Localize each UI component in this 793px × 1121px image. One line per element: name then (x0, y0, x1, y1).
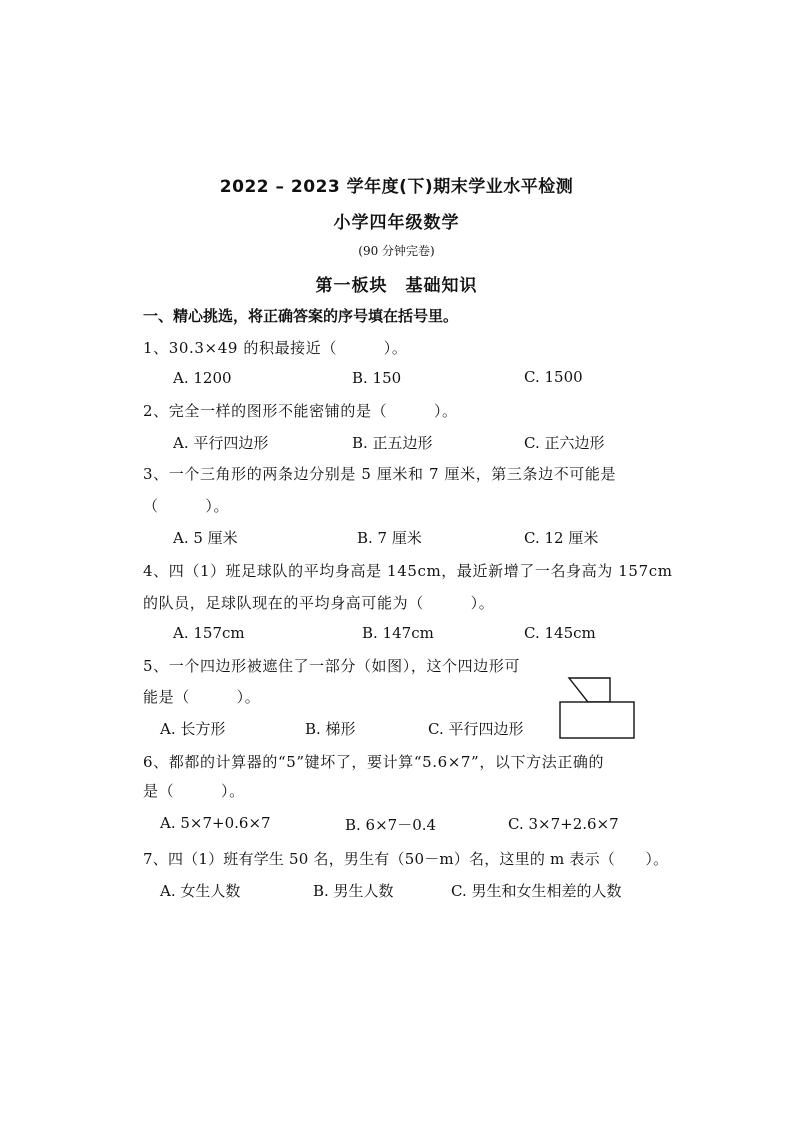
question-2-option-b: B. 正五边形 (352, 434, 433, 452)
question-5-option-b: B. 梯形 (305, 720, 356, 738)
exam-title: 2022 – 2023 学年度(下)期末学业水平检测 (219, 177, 574, 197)
question-6-text-line-1: 6、都都的计算器的“5”键坏了，要计算“5.6×7”，以下方法正确的 (143, 753, 605, 771)
question-5-text-line-1: 5、一个四边形被遮住了一部分（如图），这个四边形可 (143, 657, 521, 675)
exam-subtitle: 小学四年级数学 (333, 213, 460, 233)
question-7-text: 7、四（1）班有学生 50 名，男生有（50－m）名，这里的 m 表示（ ）。 (143, 850, 669, 868)
question-1-text: 1、30.3×49 的积最接近（ ）。 (143, 339, 408, 357)
question-5-option-a: A. 长方形 (160, 720, 226, 738)
question-3-text-line-1: 3、一个三角形的两条边分别是 5 厘米和 7 厘米，第三条边不可能是 (143, 465, 617, 483)
question-2-option-a: A. 平行四边形 (173, 434, 269, 452)
question-5-text-line-2: 能是（ ）。 (143, 688, 261, 706)
question-3-text-line-2: （ ）。 (143, 497, 230, 515)
question-2-option-c: C. 正六边形 (524, 434, 605, 452)
question-6-option-a: A. 5×7+0.6×7 (160, 814, 271, 832)
question-4-text-line-2: 的队员，足球队现在的平均身高可能为（ ）。 (143, 594, 495, 612)
covering-rectangle (560, 702, 634, 738)
part-heading: 一、精心挑选，将正确答案的序号填在括号里。 (143, 307, 459, 325)
question-2-text: 2、完全一样的图形不能密铺的是（ ）。 (143, 402, 458, 420)
time-note: (90 分钟完卷) (358, 244, 435, 258)
question-4-option-b: B. 147cm (362, 624, 434, 642)
covered-quadrilateral-figure (558, 676, 636, 740)
question-6-text-line-2: 是（ ）。 (143, 782, 245, 800)
question-6-option-c: C. 3×7+2.6×7 (508, 815, 619, 833)
question-7-option-b: B. 男生人数 (313, 882, 394, 900)
question-4-option-c: C. 145cm (524, 624, 596, 642)
question-3-option-c: C. 12 厘米 (524, 529, 599, 547)
question-1-option-c: C. 1500 (524, 368, 583, 386)
question-7-option-c: C. 男生和女生相差的人数 (451, 882, 622, 900)
question-1-option-b: B. 150 (352, 369, 402, 387)
question-1-option-a: A. 1200 (173, 369, 232, 387)
question-3-option-b: B. 7 厘米 (357, 529, 422, 547)
question-7-option-a: A. 女生人数 (160, 882, 241, 900)
question-6-option-b: B. 6×7－0.4 (345, 816, 437, 834)
question-4-option-a: A. 157cm (173, 624, 245, 642)
question-5-option-c: C. 平行四边形 (428, 720, 524, 738)
visible-quadrilateral-part (569, 678, 610, 702)
question-4-text-line-1: 4、四（1）班足球队的平均身高是 145cm，最近新增了一名身高为 157cm (143, 562, 673, 580)
section-title: 第一板块 基础知识 (315, 276, 478, 296)
question-3-option-a: A. 5 厘米 (173, 529, 238, 547)
